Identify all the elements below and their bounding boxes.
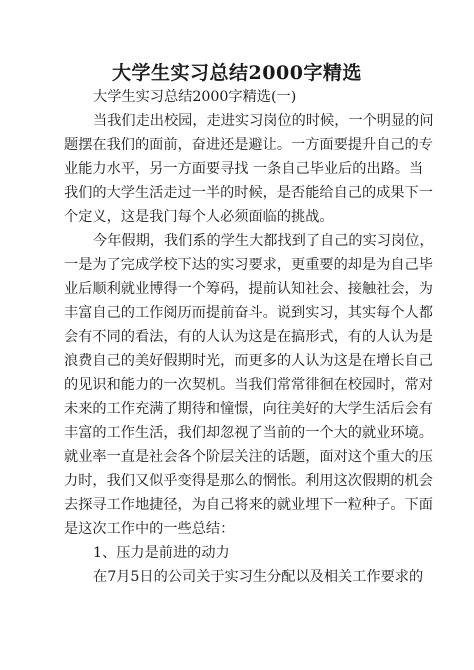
document-body	[64, 85, 434, 589]
paragraph-line: 的见识和能力的一次契机。当我们常常徘徊在校园时，常对	[64, 377, 433, 393]
paragraph-line: 在7月5日的公司关于实习生分配以及相关工作要求的	[93, 569, 424, 585]
paragraph-line: 大学生实习总结2000字精选(一)	[93, 89, 297, 105]
paragraph-line: 今年假期，我们系的学生大都找到了自己的实习岗位，	[93, 233, 434, 249]
document-title: 大学生实习总结2000字精选	[112, 62, 362, 84]
paragraph-line: 个定义，这是我门每个人必须面临的挑战。	[64, 209, 334, 225]
paragraph-line: 1、压力是前进的动力	[93, 545, 230, 561]
paragraph-line: 一是为了完成学校下达的实习要求，更重要的却是为自己毕	[64, 257, 433, 273]
paragraph-line: 业后顺利就业博得一个筹码，提前认知社会、接触社会，为	[64, 281, 433, 297]
paragraph-line: 会有不同的看法，有的人认为这是在搞形式，有的人认为是	[64, 329, 433, 345]
paragraph-line: 就业率一直是社会各个阶层关注的话题，面对这个重大的压	[64, 449, 433, 465]
paragraph-line: 力时，我们又似乎变得是那么的惘怅。利用这次假期的机会	[64, 473, 433, 489]
paragraph-line: 题摆在我们的面前，奋进还是避让。一方面要提升自己的专	[64, 137, 433, 153]
paragraph-line: 丰富自己的工作阅历而提前奋斗。说到实习，其实每个人都	[64, 305, 433, 321]
paragraph-line: 去探寻工作地捷径，为自己将来的就业埋下一粒种子。下面	[64, 497, 433, 513]
paragraph-line: 我们的大学生活走过一半的时候，是否能给自己的成果下一	[64, 185, 433, 201]
paragraph-line: 丰富的工作生活，我们却忽视了当前的一个大的就业环境。	[64, 425, 433, 441]
paragraph-line: 浪费自己的美好假期时光，而更多的人认为这是在增长自己	[64, 353, 433, 369]
paragraph-line: 未来的工作充满了期待和憧憬，向往美好的大学生活后会有	[64, 401, 433, 417]
paragraph-line: 是这次工作中的一些总结：	[64, 521, 235, 537]
paragraph-line: 业能力水平，另一方面要寻找 一条自己毕业后的出路。当	[64, 161, 424, 177]
paragraph-line: 当我们走出校园，走进实习岗位的时候，一个明显的问	[93, 113, 434, 129]
